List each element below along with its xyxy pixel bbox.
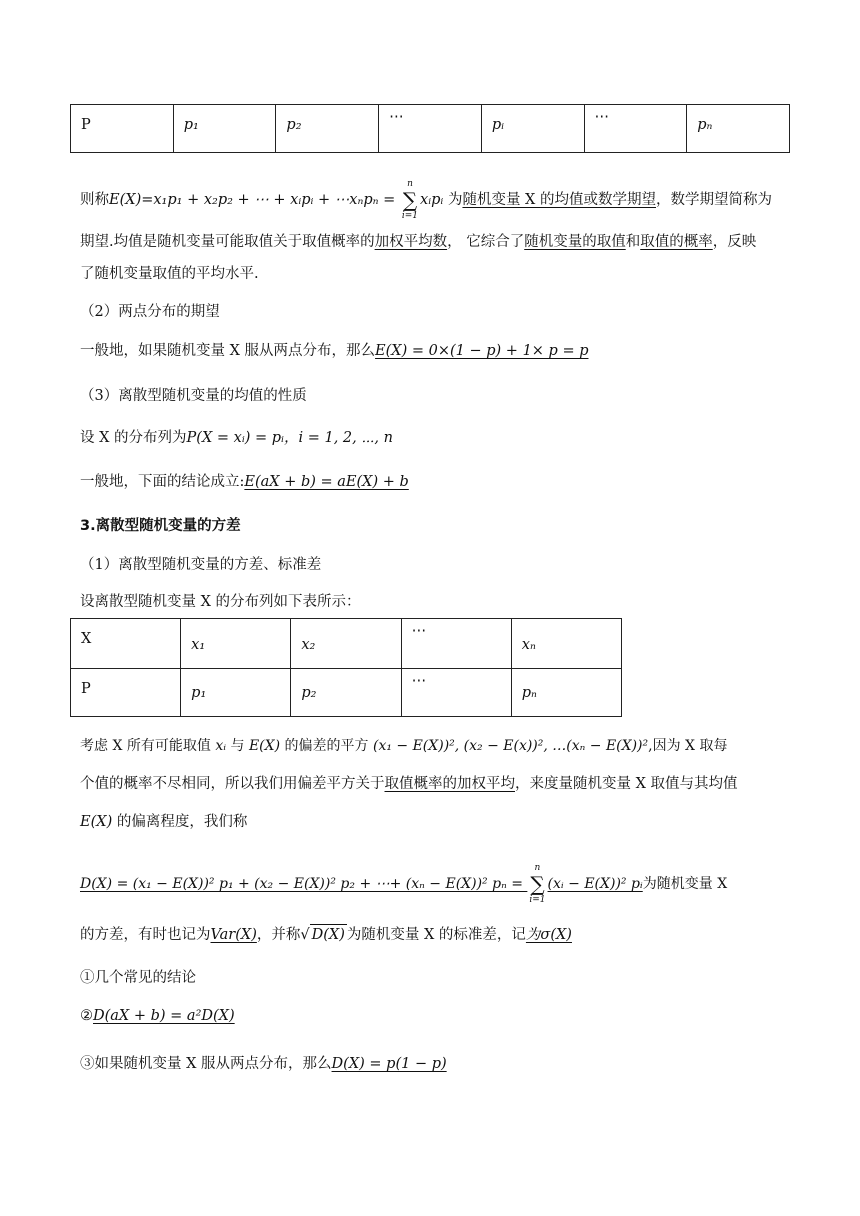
cell-value: p₂ <box>286 117 302 133</box>
math-inline: E(X) <box>248 738 281 754</box>
section-heading: （1）离散型随机变量的方差、标准差 <box>80 557 322 573</box>
text: ， 它综合了 <box>447 234 525 250</box>
sum-lower-limit: i=1 <box>401 211 419 221</box>
text: 个值的概率不尽相同，所以我们用偏差平方关于 <box>80 776 385 792</box>
sigma-notation: 为σ(X) <box>525 927 572 943</box>
text: 的偏差的平方 <box>280 738 373 754</box>
table-cell <box>173 105 276 153</box>
table-cell <box>511 619 621 669</box>
var-notation: Var(X) <box>210 927 257 943</box>
sqrt-icon: √ <box>300 927 310 943</box>
paragraph-line <box>80 736 727 756</box>
table-cell <box>181 669 291 717</box>
linearity-formula: E(aX + b) = aE(X) + b <box>244 474 409 490</box>
text: 一般地，如果随机变量 X 服从两点分布，那么 <box>80 343 376 359</box>
table-cell <box>71 619 181 669</box>
sum-term: xᵢpᵢ <box>420 192 444 208</box>
text: 考虑 X 所有可能取值 <box>80 738 216 754</box>
variance-linearity-formula: D(aX + b) = a²D(X) <box>93 1008 235 1024</box>
variance-definition-line <box>80 862 727 906</box>
variance-formula <box>80 863 643 905</box>
section-heading: （2）两点分布的期望 <box>80 304 220 320</box>
sum-term: (xᵢ − E(X))² pᵢ <box>547 876 643 892</box>
sum-lower-limit: i=1 <box>529 895 546 905</box>
underlined-term: 随机变量的取值 <box>524 234 626 250</box>
table-cell <box>401 619 511 669</box>
row-label: X <box>81 631 92 647</box>
paragraph-line <box>80 232 756 252</box>
table-cell <box>276 105 379 153</box>
table-cell <box>511 669 621 717</box>
underlined-term: 取值概率的加权平均 <box>384 776 515 792</box>
row-label: P <box>81 681 91 697</box>
text: 则称 <box>80 192 109 208</box>
cell-value: ⋯ <box>411 673 427 689</box>
table-cell <box>291 619 401 669</box>
text: 一般地，下面的结论成立: <box>80 474 245 490</box>
table-cell <box>584 105 687 153</box>
table-row <box>71 669 622 717</box>
paragraph-line <box>80 924 572 945</box>
text: ，数学期望简称为 <box>656 192 772 208</box>
note-line <box>80 1006 235 1026</box>
text: ,因为 X 取每 <box>648 738 728 754</box>
expectation-formula: E(X)=x₁p₁ + x₂p₂ + ⋯ + xᵢpᵢ + ⋯xₙpₙ = <box>109 192 400 208</box>
table-row <box>71 105 790 153</box>
two-point-expectation-formula: E(X) = 0×(1 − p) + 1× p = p <box>375 343 589 359</box>
cell-value: pᵢ <box>491 117 505 133</box>
math-inline: xᵢ <box>215 738 227 754</box>
note-marker: ② <box>80 1008 93 1024</box>
table-cell <box>181 619 291 669</box>
row-label: P <box>81 117 91 133</box>
cell-value: ⋯ <box>411 623 427 639</box>
sum-symbol: n ∑ i=1 <box>401 179 419 221</box>
table-row <box>71 619 622 669</box>
cell-value: x₁ <box>191 637 206 653</box>
text: 为随机变量 X 的标准差，记 <box>346 927 526 943</box>
underlined-term: 加权平均数 <box>374 234 448 250</box>
cell-value: pₙ <box>521 685 537 701</box>
section-heading: （3）离散型随机变量的均值的性质 <box>80 388 307 404</box>
table-cell <box>291 669 401 717</box>
paragraph-line <box>80 341 588 361</box>
text: 为 <box>447 192 463 208</box>
section-title: 3.离散型随机变量的方差 <box>80 518 241 534</box>
paragraph-line <box>80 774 738 794</box>
text: 的偏离程度，我们称 <box>112 814 248 830</box>
table-cell <box>379 105 482 153</box>
distribution-formula: P(X = xᵢ) = pᵢ，i = 1, 2, ⋯, n <box>186 430 393 446</box>
text: ，反映 <box>712 234 757 250</box>
table-cell <box>687 105 790 153</box>
text: ，并称 <box>256 927 301 943</box>
text: ③如果随机变量 X 服从两点分布，那么 <box>80 1056 332 1072</box>
paragraph-line: 设离散型随机变量 X 的分布列如下表所示： <box>80 594 361 610</box>
paragraph-line: 了随机变量取值的平均水平. <box>80 266 259 282</box>
paragraph-line <box>80 812 247 832</box>
cell-value: xₙ <box>521 637 536 653</box>
table-cell <box>401 669 511 717</box>
text: 的方差，有时也记为 <box>80 927 211 943</box>
two-point-variance-formula: D(X) = p(1 − p) <box>331 1056 447 1072</box>
deviation-squares-formula: (x₁ − E(X))², (x₂ − E(x))², …(xₙ − E(X))² <box>372 738 649 754</box>
table-cell <box>71 669 181 717</box>
sum-symbol: n ∑ i=1 <box>529 863 546 905</box>
sqrt-content: D(X) <box>310 924 347 945</box>
text: ，来度量随机变量 X 取值与其均值 <box>515 776 738 792</box>
sum-upper-limit: n <box>534 863 541 873</box>
math-inline: E(X) <box>80 814 113 830</box>
cell-value: ⋯ <box>594 109 610 125</box>
text: 和 <box>625 234 641 250</box>
cell-value: p₂ <box>301 685 317 701</box>
paragraph-line <box>80 428 393 448</box>
table-cell <box>481 105 584 153</box>
text: 期望.均值是随机变量可能取值关于取值概率的 <box>80 234 375 250</box>
cell-value: p₁ <box>183 117 199 133</box>
text: 为随机变量 X <box>642 876 728 892</box>
paragraph-line <box>80 472 409 492</box>
cell-value: ⋯ <box>389 109 404 125</box>
table-cell <box>71 105 174 153</box>
expectation-definition-line <box>80 178 772 222</box>
cell-value: p₁ <box>191 685 207 701</box>
cell-value: x₂ <box>301 637 316 653</box>
text: 设 X 的分布列为 <box>80 430 187 446</box>
distribution-table-2 <box>70 618 622 717</box>
underlined-term: 随机变量 X 的均值或数学期望 <box>462 192 656 208</box>
note-heading: ①几个常见的结论 <box>80 970 196 986</box>
text: 与 <box>226 738 249 754</box>
cell-value: pₙ <box>697 117 713 133</box>
sum-upper-limit: n <box>407 179 413 189</box>
variance-formula-lhs: D(X) = (x₁ − E(X))² p₁ + (x₂ − E(X))² p₂ + ⋯+ (xₙ − E(X))² pₙ = <box>80 876 528 892</box>
distribution-table-1 <box>70 104 790 153</box>
note-line <box>80 1054 447 1074</box>
underlined-term: 取值的概率 <box>640 234 713 250</box>
